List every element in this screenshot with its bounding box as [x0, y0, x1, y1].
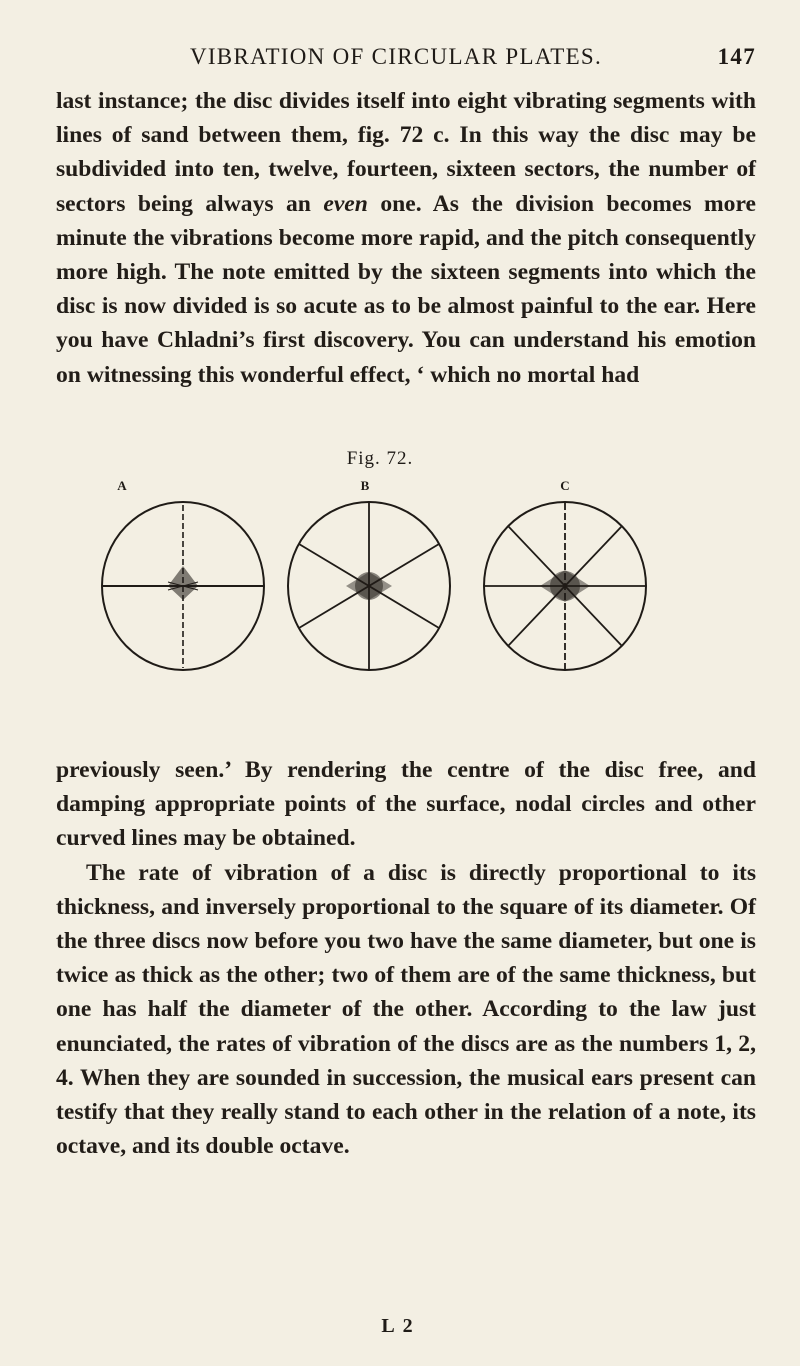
text-run: one. As the division becomes more minute the vibrations become more rapid, and the pitch consequently more high. The note emitted by the sixteen segments into which the disc is now divided is so acute as to be almost painful to the ear. Here you have Chladni’s first discovery. You can understand his emotion on witnessing this wonderful effect, ‘ which no mortal had	[56, 190, 756, 388]
disc-a-diagram	[98, 500, 268, 672]
figure-label-c: C	[560, 478, 570, 493]
figure-label-a: A	[117, 478, 127, 493]
body-text-bottom	[56, 753, 756, 1248]
emphasis-even: even	[323, 190, 368, 217]
paragraph-rate-of-vibration: The rate of vibration of a disc is directly proportional to its thickness, and inversely proportional to the square of its diameter. Of the three discs now before you two have the same diameter, but one is twice as thick as the other; two of them are of the same thickness, but one has half the diameter of the other. According to the law just enunciated, the rates of vibration of the discs are as the numbers 1, 2, 4. When they are sounded in succession, the musical ears present can testify that they really stand to each other in the relation of a note, its octave, and its double octave.	[56, 859, 756, 1160]
running-head	[56, 44, 756, 80]
figure-72	[70, 448, 690, 728]
figure-label-b: B	[360, 478, 370, 493]
text-run: last instance; the disc divides itself into eight vibrating segments with lines of sand between them, fig. 72 c. In this way the disc may be subdivided into ten, twelve, fourteen, sixteen sectors, the number of sectors being always an	[56, 88, 756, 217]
page-number: 147	[717, 44, 756, 69]
paragraph-chladni-discovery	[56, 84, 756, 392]
disc-c-diagram	[480, 500, 650, 672]
signature-mark: L 2	[381, 1315, 415, 1337]
disc-b-diagram	[284, 500, 454, 672]
running-title: VIBRATION OF CIRCULAR PLATES.	[189, 44, 603, 69]
paragraph-continued: previously seen.’ By rendering the centre of the disc free, and damping appropriate points of the surface, nodal circles and other curved lines may be obtained.	[56, 757, 756, 852]
figure-caption: Fig. 72.	[346, 448, 414, 469]
body-text-top	[56, 84, 756, 428]
